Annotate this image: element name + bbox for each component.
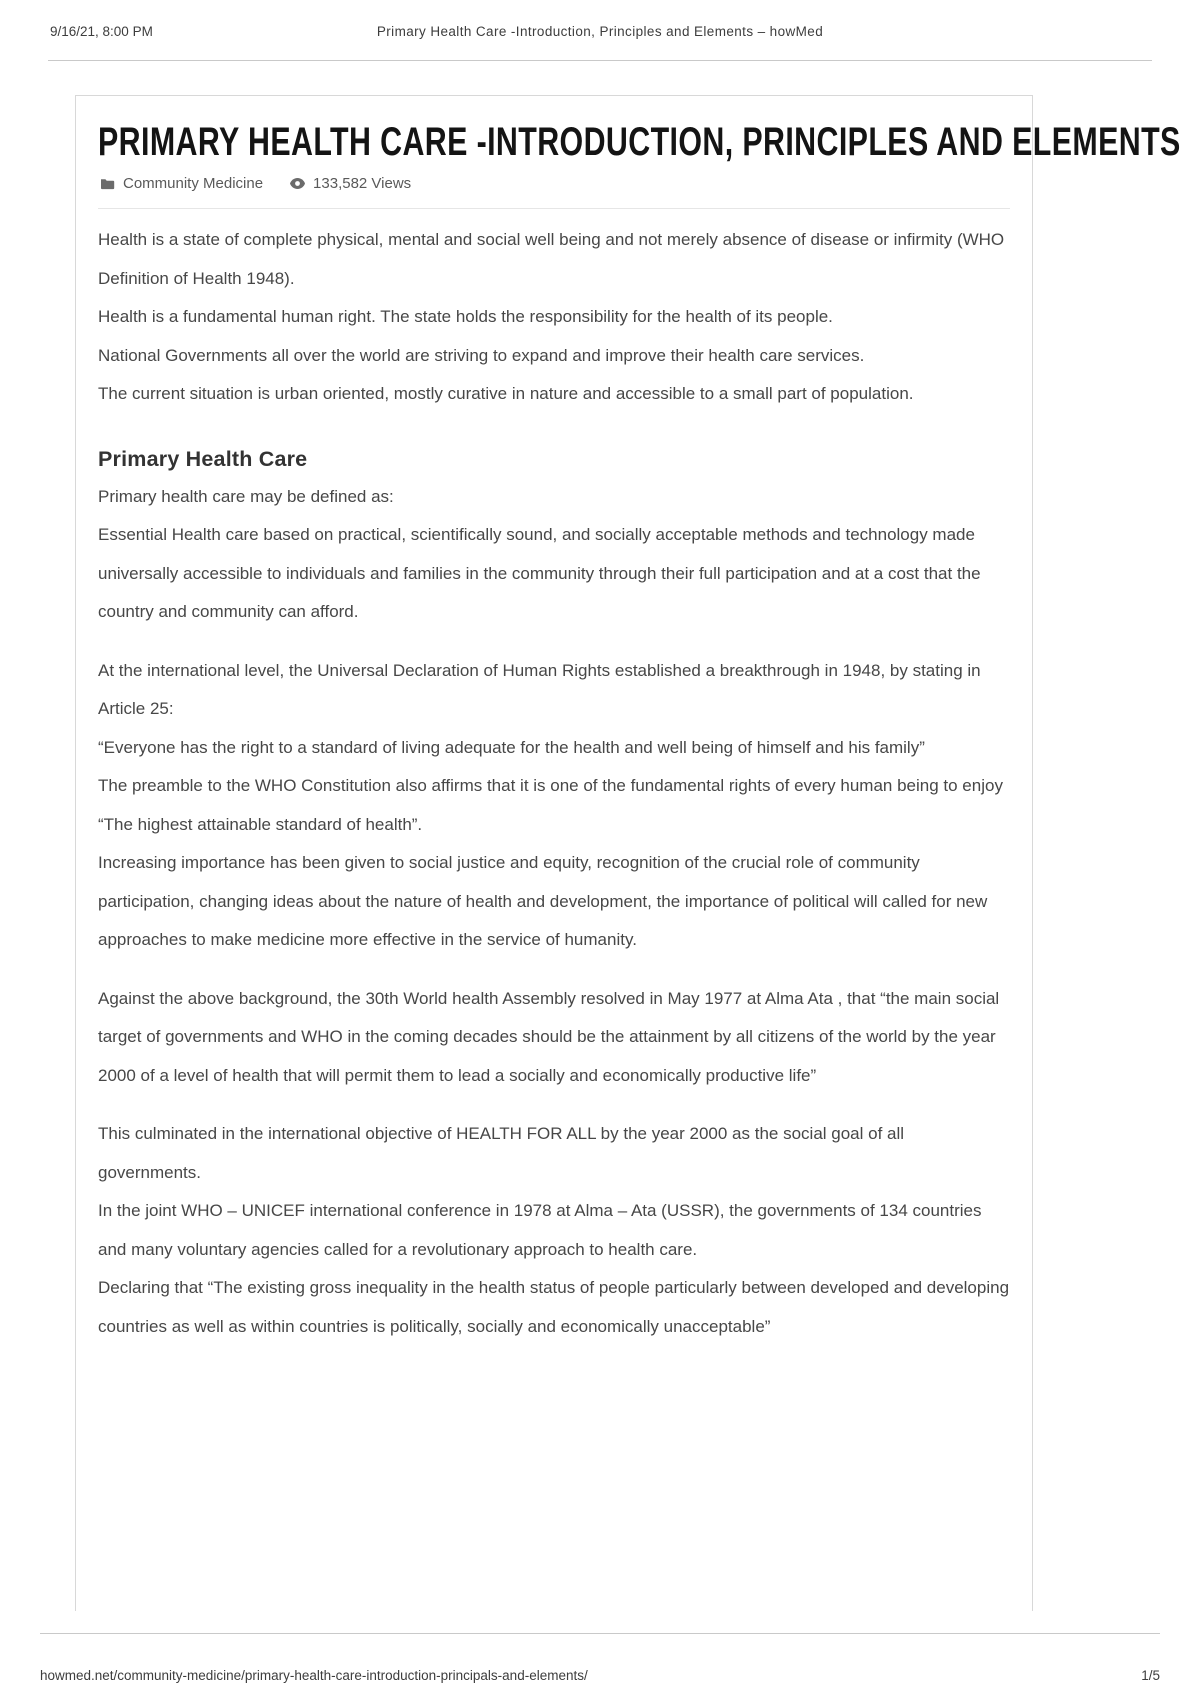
category-label: Community Medicine — [123, 175, 264, 192]
paragraph-line: “Everyone has the right to a standard of living adequate for the health and well being of himself and his family” — [98, 737, 925, 757]
paragraph-block — [98, 221, 1010, 414]
meta-divider — [98, 208, 1010, 209]
article-card — [75, 95, 1181, 1611]
footer-divider — [40, 1633, 1160, 1634]
paragraph-line: In the joint WHO – UNICEF international conference in 1978 at Alma – Ata (USSR), the governments of 134 countries and many voluntary agencies called for a revolutionary approach to health care. — [98, 1201, 982, 1259]
views-group — [289, 175, 411, 192]
article-body — [98, 221, 1010, 1346]
eye-icon — [289, 177, 306, 190]
paragraph-line: Against the above background, the 30th World health Assembly resolved in May 1977 at Alma Ata , that “the main social target of governments and WHO in the coming decades should be the attainment by all citizens of the world by the year 2000 of a level of health that will permit them to lead a socially and economically productive life” — [98, 988, 1000, 1085]
article-title: PRIMARY HEALTH CARE -INTRODUCTION, PRINCIPLES AND ELEMENTS — [98, 120, 1181, 164]
paragraph-block — [98, 478, 1010, 632]
paragraph-line: Health is a fundamental human right. The state holds the responsibility for the health of its people. — [98, 307, 833, 326]
paragraph-line: Health is a state of complete physical, mental and social well being and not merely absence of disease or infirmity (WHO Definition of Health 1948). — [98, 230, 1005, 288]
section-heading: Primary Health Care — [98, 446, 308, 471]
paragraph-line: Increasing importance has been given to social justice and equity, recognition of the crucial role of community participation, changing ideas about the nature of health and development, the importance of political will called for new approaches to make medicine more effective in the service of humanity. — [98, 853, 988, 949]
folder-icon — [100, 177, 115, 190]
print-header — [50, 24, 1150, 44]
paragraph-line: Primary health care may be defined as: — [98, 486, 394, 506]
print-doc-title: Primary Health Care -Introduction, Principles and Elements – howMed — [376, 24, 824, 39]
views-label: 133,582 Views — [313, 175, 412, 192]
print-timestamp: 9/16/21, 8:00 PM — [50, 24, 153, 39]
paragraph-line: Essential Health care based on practical, scientifically sound, and socially acceptable methods and technology made universally accessible to individuals and families in the community through their full participation and at a cost that the country and community can afford. — [98, 525, 981, 621]
paragraph-line: At the international level, the Universal Declaration of Human Rights established a breakthrough in 1948, by stating in Article 25: — [98, 660, 981, 718]
paragraph-line: The current situation is urban oriented, mostly curative in nature and accessible to a small part of population. — [98, 384, 914, 403]
paragraph-line: National Governments all over the world are striving to expand and improve their health care services. — [98, 345, 865, 365]
paragraph-block — [98, 652, 1010, 960]
paragraph-line: This culminated in the international objective of HEALTH FOR ALL by the year 2000 as the social goal of all governments. — [98, 1124, 905, 1182]
article-title-wrap — [98, 120, 1181, 165]
article-meta — [100, 175, 1010, 192]
paragraph-block — [98, 1115, 1010, 1346]
paragraph-line: Declaring that “The existing gross inequality in the health status of people particularly between developed and developing countries as well as within countries is politically, socially and economically unacceptable” — [98, 1278, 1010, 1336]
paragraph-block — [98, 980, 1010, 1096]
header-divider — [48, 60, 1152, 61]
page-number: 1/5 — [1141, 1668, 1160, 1683]
source-url: howmed.net/community-medicine/primary-health-care-introduction-principals-and-elements/ — [40, 1668, 588, 1683]
paragraph-line: The preamble to the WHO Constitution also affirms that it is one of the fundamental rights of every human being to enjoy “The highest attainable standard of health”. — [98, 776, 1003, 834]
